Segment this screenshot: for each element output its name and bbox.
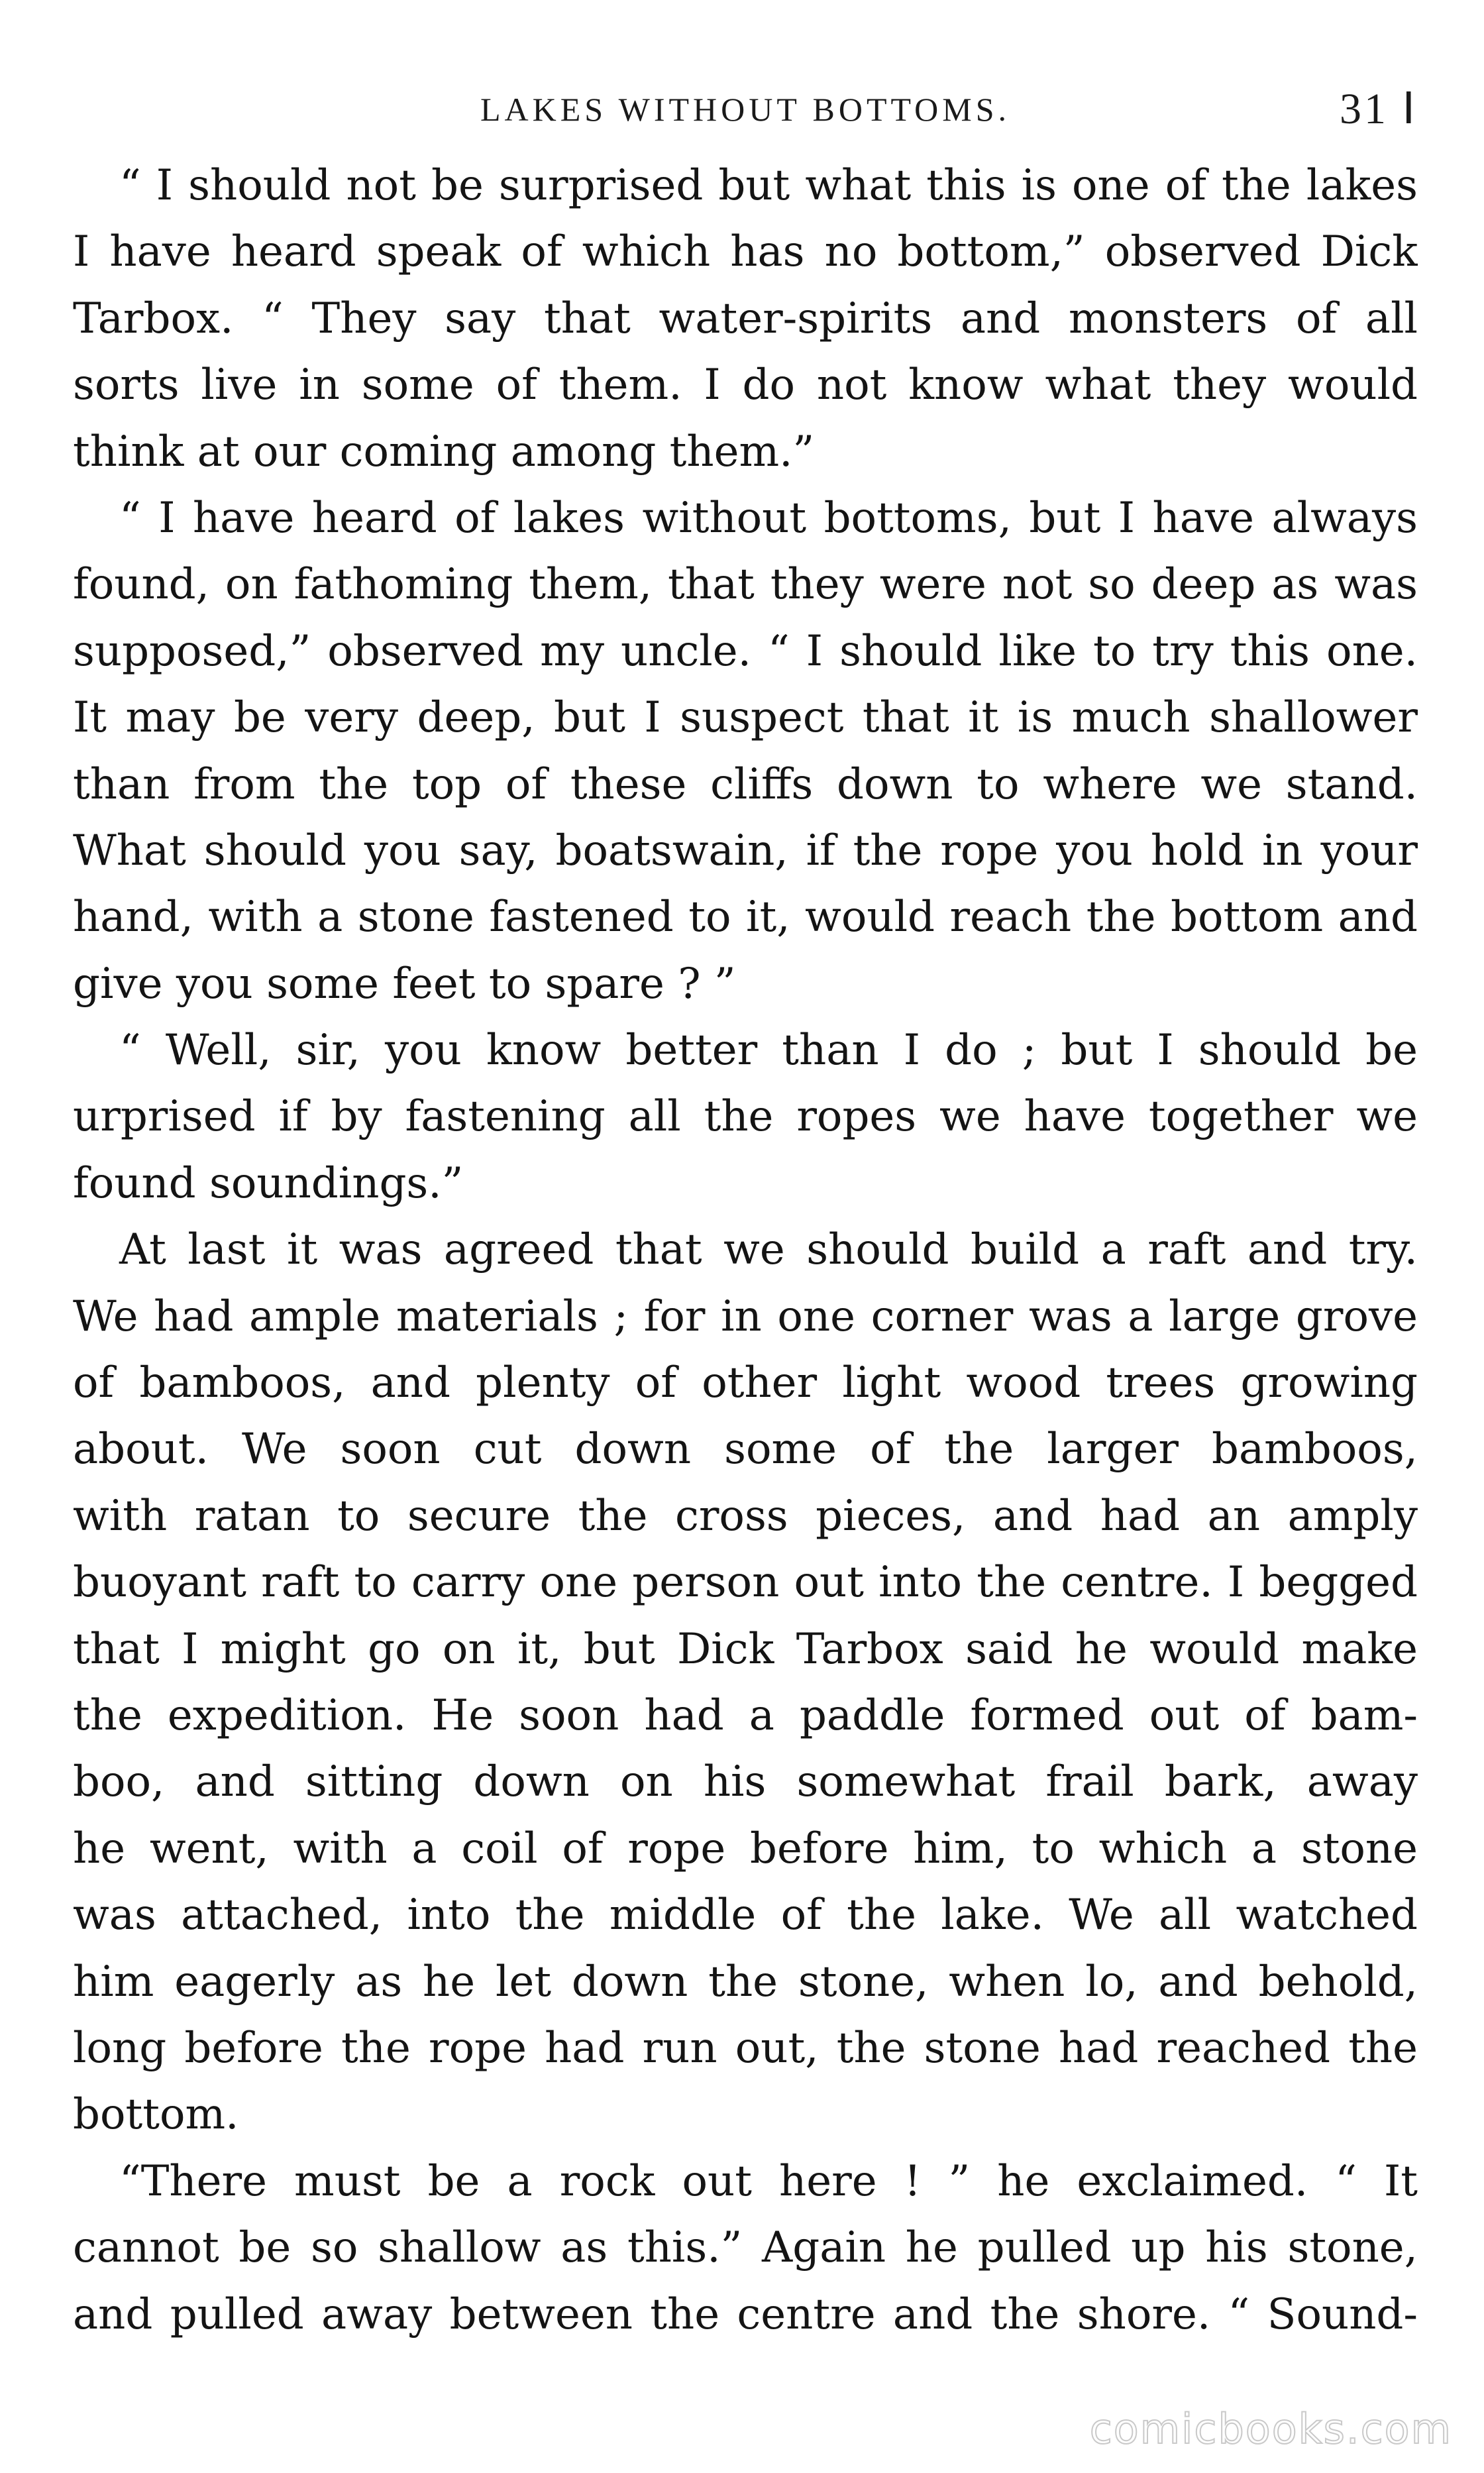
- text-line: sorts live in some of them. I do not know what they would: [73, 360, 1418, 410]
- text-line: bottom.: [73, 2090, 239, 2140]
- text-line: buoyant raft to carry one person out into the centre. I begged: [73, 1558, 1418, 1608]
- text-line: “There must be a rock out here ! ” he exclaimed. “ It: [119, 2156, 1418, 2206]
- text-line: he went, with a coil of rope before him, to which a stone: [73, 1824, 1418, 1873]
- text-line: At last it was agreed that we should build a raft and try.: [119, 1225, 1418, 1275]
- watermark: comicbooks.com: [1089, 2405, 1452, 2453]
- text-line: of bamboos, and plenty of other light wood trees growing: [73, 1358, 1418, 1408]
- text-line: about. We soon cut down some of the larger bamboos,: [73, 1425, 1418, 1474]
- text-line: urprised if by fastening all the ropes we have together we: [73, 1092, 1418, 1142]
- running-title: LAKES WITHOUT BOTTOMS.: [480, 91, 1011, 128]
- text-line: hand, with a stone fastened to it, would reach the bottom and: [73, 893, 1418, 942]
- text-line: What should you say, boatswain, if the rope you hold in your: [73, 826, 1418, 875]
- running-head: [73, 80, 1418, 139]
- text-line: It may be very deep, but I suspect that it is much shallower: [73, 693, 1418, 743]
- text-line: think at our coming among them.”: [73, 427, 815, 476]
- text-line: I have heard speak of which has no bottom,” observed Dick: [73, 227, 1418, 277]
- body-text: [73, 152, 1418, 2348]
- text-line: was attached, into the middle of the lake. We all watched: [73, 1891, 1418, 1940]
- text-line: the expedition. He soon had a paddle formed out of bam-: [73, 1690, 1418, 1740]
- text-line: and pulled away between the centre and the shore. “ Sound-: [73, 2289, 1418, 2339]
- text-line: “ I should not be surprised but what this is one of the lakes: [119, 161, 1418, 210]
- text-line: found, on fathoming them, that they were not so deep as was: [73, 560, 1418, 610]
- text-line: him eagerly as he let down the stone, when lo, and behold,: [73, 1957, 1418, 2006]
- text-line: give you some feet to spare ? ”: [73, 959, 736, 1009]
- text-line: boo, and sitting down on his somewhat frail bark, away: [73, 1757, 1418, 1807]
- page-number: 31 Ⅰ: [1340, 85, 1418, 133]
- text-line: that I might go on it, but Dick Tarbox said he would make: [73, 1624, 1418, 1674]
- text-line: supposed,” observed my uncle. “ I should like to try this one.: [73, 626, 1418, 676]
- text-line: long before the rope had run out, the stone had reached the: [73, 2023, 1418, 2073]
- text-line: “ Well, sir, you know better than I do ; but I should be: [119, 1026, 1418, 1075]
- text-line: Tarbox. “ They say that water-spirits and monsters of all: [73, 294, 1418, 343]
- text-line: We had ample materials ; for in one corner was a large grove: [73, 1291, 1418, 1341]
- text-line: found soundings.”: [73, 1158, 464, 1208]
- text-line: with ratan to secure the cross pieces, and had an amply: [73, 1491, 1418, 1541]
- text-line: “ I have heard of lakes without bottoms, but I have always: [119, 493, 1418, 543]
- text-line: than from the top of these cliffs down to where we stand.: [73, 759, 1418, 809]
- text-line: cannot be so shallow as this.” Again he pulled up his stone,: [73, 2223, 1418, 2273]
